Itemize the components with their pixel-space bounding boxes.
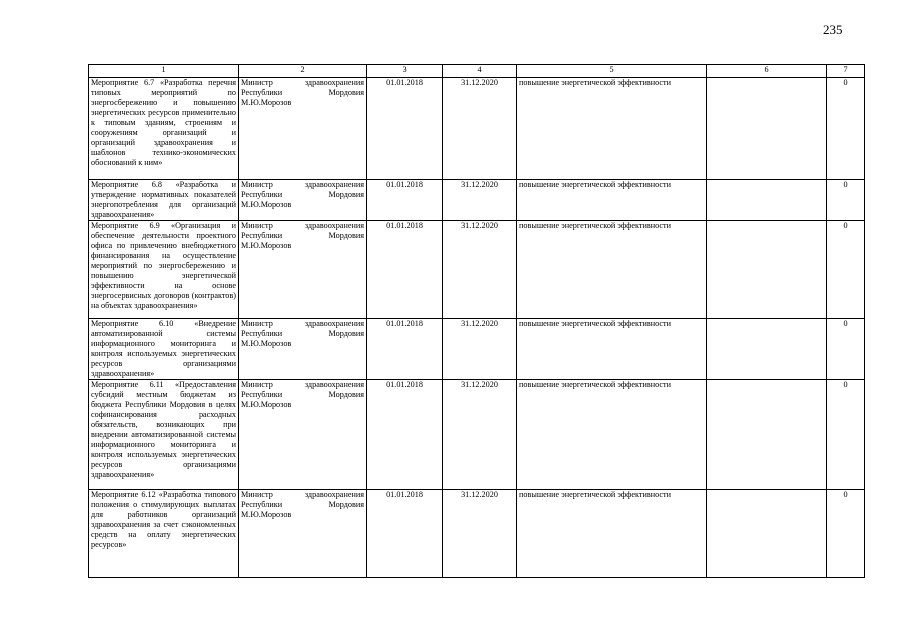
- table-row: [89, 78, 865, 180]
- expected-result: повышение энергетической эффективности: [517, 380, 707, 490]
- table-row: [89, 319, 865, 380]
- expected-result: повышение энергетической эффективности: [517, 78, 707, 180]
- end-date: 31.12.2020: [443, 78, 517, 180]
- column-6-cell: [707, 490, 827, 578]
- expected-result: повышение энергетической эффективности: [517, 490, 707, 578]
- expected-result: повышение энергетической эффективности: [517, 221, 707, 319]
- start-date: 01.01.2018: [367, 78, 443, 180]
- column-7-value: 0: [827, 380, 865, 490]
- header-cell: 4: [443, 65, 517, 78]
- measure-description: Мероприятие 6.9 «Организация и обеспечение деятельности проектного офиса по привлечению внебюджетного финансирования на осуществление мероприятий по энергосбережению и повышению энергетической эффективности на основе энергосервисных договоров (контрактов) на объектах здравоохранения»: [89, 221, 239, 319]
- end-date: 31.12.2020: [443, 380, 517, 490]
- expected-result: повышение энергетической эффективности: [517, 180, 707, 221]
- table-row: [89, 380, 865, 490]
- header-cell: 5: [517, 65, 707, 78]
- responsible-executor: Министр здравоохранения Республики Мордовия М.Ю.Морозов: [239, 319, 367, 380]
- page-number: 235: [823, 22, 843, 37]
- column-7-value: 0: [827, 180, 865, 221]
- measure-description: Мероприятие 6.7 «Разработка перечня типовых мероприятий по энергосбережению и повышению энергетических ресурсов применительно к типовым зданиям, строениям и сооружениям организаций и организаций здравоохранения и шаблонов технико-экономических обоснований к ним»: [89, 78, 239, 180]
- responsible-executor: Министр здравоохранения Республики Мордовия М.Ю.Морозов: [239, 490, 367, 578]
- header-cell: 3: [367, 65, 443, 78]
- column-7-value: 0: [827, 78, 865, 180]
- measure-description: Мероприятие 6.12 «Разработка типового положения о стимулирующих выплатах для работников организаций здравоохранения за счет сэкономленных средств на оплату энергетических ресурсов»: [89, 490, 239, 578]
- column-6-cell: [707, 221, 827, 319]
- start-date: 01.01.2018: [367, 319, 443, 380]
- header-cell: 6: [707, 65, 827, 78]
- column-7-value: 0: [827, 221, 865, 319]
- responsible-executor: Министр здравоохранения Республики Мордовия М.Ю.Морозов: [239, 78, 367, 180]
- column-7-value: 0: [827, 319, 865, 380]
- table-row: [89, 490, 865, 578]
- measure-description: Мероприятие 6.8 «Разработка и утверждение нормативных показателей энергопотребления для организаций здравоохранения»: [89, 180, 239, 221]
- measures-table: [88, 64, 865, 578]
- column-6-cell: [707, 78, 827, 180]
- header-row: [89, 65, 865, 78]
- measure-description: Мероприятие 6.10 «Внедрение автоматизированной системы информационного мониторинга и контроля используемых энергетических ресурсов организациями здравоохранения»: [89, 319, 239, 380]
- table-row: [89, 221, 865, 319]
- column-6-cell: [707, 180, 827, 221]
- measure-description: Мероприятие 6.11 «Предоставления субсидий местным бюджетам из бюджета Республики Мордовия в целях софинансирования расходных обязательств, возникающих при внедрении автоматизированной системы информационного мониторинга и контроля используемых энергетических ресурсов организациями здравоохранения»: [89, 380, 239, 490]
- table-row: [89, 180, 865, 221]
- responsible-executor: Министр здравоохранения Республики Мордовия М.Ю.Морозов: [239, 380, 367, 490]
- header-cell: 2: [239, 65, 367, 78]
- start-date: 01.01.2018: [367, 180, 443, 221]
- column-6-cell: [707, 380, 827, 490]
- expected-result: повышение энергетической эффективности: [517, 319, 707, 380]
- end-date: 31.12.2020: [443, 490, 517, 578]
- header-cell: 1: [89, 65, 239, 78]
- header-cell: 7: [827, 65, 865, 78]
- start-date: 01.01.2018: [367, 380, 443, 490]
- end-date: 31.12.2020: [443, 180, 517, 221]
- start-date: 01.01.2018: [367, 490, 443, 578]
- column-7-value: 0: [827, 490, 865, 578]
- responsible-executor: Министр здравоохранения Республики Мордовия М.Ю.Морозов: [239, 180, 367, 221]
- start-date: 01.01.2018: [367, 221, 443, 319]
- responsible-executor: Министр здравоохранения Республики Мордовия М.Ю.Морозов: [239, 221, 367, 319]
- column-6-cell: [707, 319, 827, 380]
- end-date: 31.12.2020: [443, 221, 517, 319]
- end-date: 31.12.2020: [443, 319, 517, 380]
